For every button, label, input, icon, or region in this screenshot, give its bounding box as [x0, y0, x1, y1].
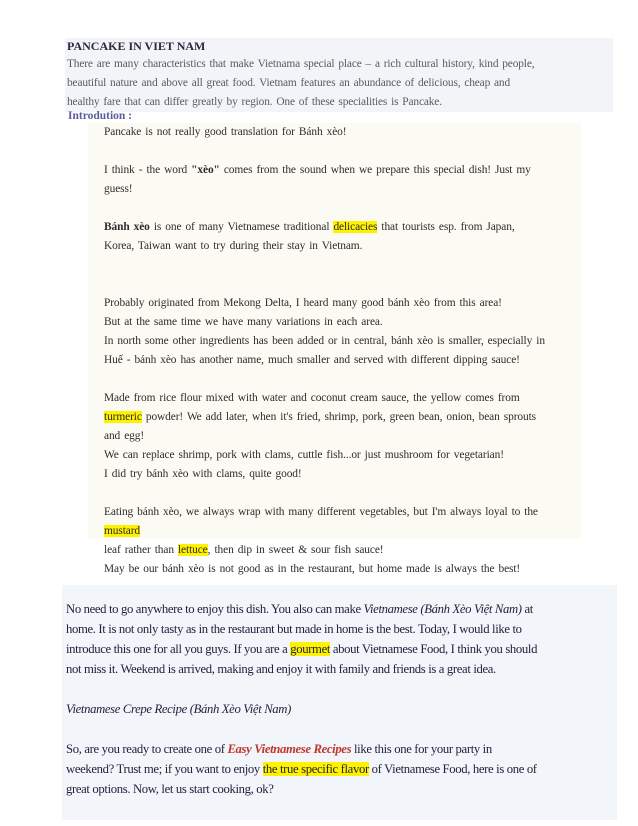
recipe-line-6: weekend? Trust me; if you want to enjoy the true specific flavor of Vietnamese Food, here is one of	[66, 762, 537, 776]
box-paragraph-4-line-1: Probably originated from Mekong Delta, I heard many good bánh xèo from this area!	[104, 297, 502, 309]
box-paragraph-2: I think - the word "xèo" comes from the sound when we prepare this special dish! Just my	[104, 164, 531, 176]
xeo-word: "xèo"	[191, 164, 220, 176]
delicacies-link[interactable]: delicacies	[333, 221, 378, 233]
introduction-label: Introdution :	[68, 110, 133, 122]
intro-line-1: There are many characteristics that make Vietnama special place – a rich cultural history, kind people,	[67, 58, 535, 70]
box-paragraph-3: Bánh xèo is one of many Vietnamese traditional delicacies that tourists esp. from Japan,	[104, 221, 515, 233]
mustard-link[interactable]: mustard	[104, 525, 140, 537]
box-paragraph-4-line-3: In north some other ingredients has been added or in central, bánh xèo is smaller, especially in	[104, 335, 545, 347]
box-paragraph-5-line-3: and egg!	[104, 430, 145, 442]
box-paragraph-6-line-3: leaf rather than lettuce, then dip in sweet & sour fish sauce!	[104, 544, 384, 556]
introduction-box	[88, 123, 581, 575]
turmeric-link[interactable]: turmeric	[104, 411, 142, 423]
box-paragraph-6-line-2	[104, 522, 581, 541]
recipe-line-3: introduce this one for all you guys. If you are a gourmet about Vietnamese Food, I think you should	[66, 642, 538, 656]
box-paragraph-4-line-2: But at the same time we have many variations in each area.	[104, 316, 383, 328]
recipe-line-4: not miss it. Weekend is arrived, making and enjoy it with family and friends is a great idea.	[66, 662, 496, 676]
recipe-intro-section	[62, 585, 617, 820]
article-header	[65, 38, 613, 112]
true-specific-flavor-link[interactable]: the true specific flavor	[262, 762, 369, 776]
recipe-line-5: So, are you ready to create one of Easy Vietnamese Recipes like this one for your party in	[66, 742, 492, 756]
gourmet-link[interactable]: gourmet	[290, 642, 331, 656]
box-paragraph-5-line-2: turmeric powder! We add later, when it's fried, shrimp, pork, green bean, onion, bean sprouts	[104, 411, 536, 423]
recipe-line-1: No need to go anywhere to enjoy this dish. You also can make Vietnamese (Bánh Xèo Việt Nam) at	[66, 602, 533, 616]
banh-xeo-bold: Bánh xèo	[104, 221, 150, 233]
easy-vietnamese-recipes-link[interactable]: Easy Vietnamese Recipes	[227, 742, 352, 756]
page-title: PANCAKE IN VIET NAM	[67, 39, 206, 53]
box-paragraph-3-cont: Korea, Taiwan want to try during their stay in Vietnam.	[104, 240, 363, 252]
box-paragraph-6-line-1: Eating bánh xèo, we always wrap with many different vegetables, but I'm always loyal to the	[104, 506, 538, 518]
recipe-subtitle: Vietnamese Crepe Recipe (Bánh Xèo Việt Nam)	[66, 702, 291, 716]
box-paragraph-1: Pancake is not really good translation for Bánh xèo!	[104, 126, 347, 138]
lettuce-link[interactable]: lettuce	[177, 544, 208, 556]
box-paragraph-5-line-4: We can replace shrimp, pork with clams, cuttle fish...or just mushroom for vegetarian!	[104, 449, 504, 461]
box-paragraph-5-line-5: I did try bánh xèo with clams, quite good!	[104, 468, 302, 480]
box-paragraph-6-line-4: May be our bánh xèo is not good as in the restaurant, but home made is always the best!	[104, 563, 521, 575]
recipe-line-7: great options. Now, let us start cooking, ok?	[66, 782, 274, 796]
box-paragraph-5-line-1: Made from rice flour mixed with water and coconut cream sauce, the yellow comes from	[104, 392, 520, 404]
intro-line-3: healthy fare that can differ greatly by region. One of these specialities is Pancake.	[67, 96, 442, 108]
box-paragraph-2-cont: guess!	[104, 183, 133, 195]
box-paragraph-4-line-4: Huế - bánh xèo has another name, much smaller and served with different dipping sauce!	[104, 354, 520, 366]
recipe-line-2: home. It is not only tasty as in the restaurant but made in home is the best. Today, I would like to	[66, 622, 522, 636]
intro-line-2: beautiful nature and above all great food. Vietnam features an abundance of delicious, cheap and	[67, 77, 511, 89]
vietnamese-banh-xeo-link[interactable]: Vietnamese (Bánh Xèo Việt Nam)	[363, 602, 522, 616]
